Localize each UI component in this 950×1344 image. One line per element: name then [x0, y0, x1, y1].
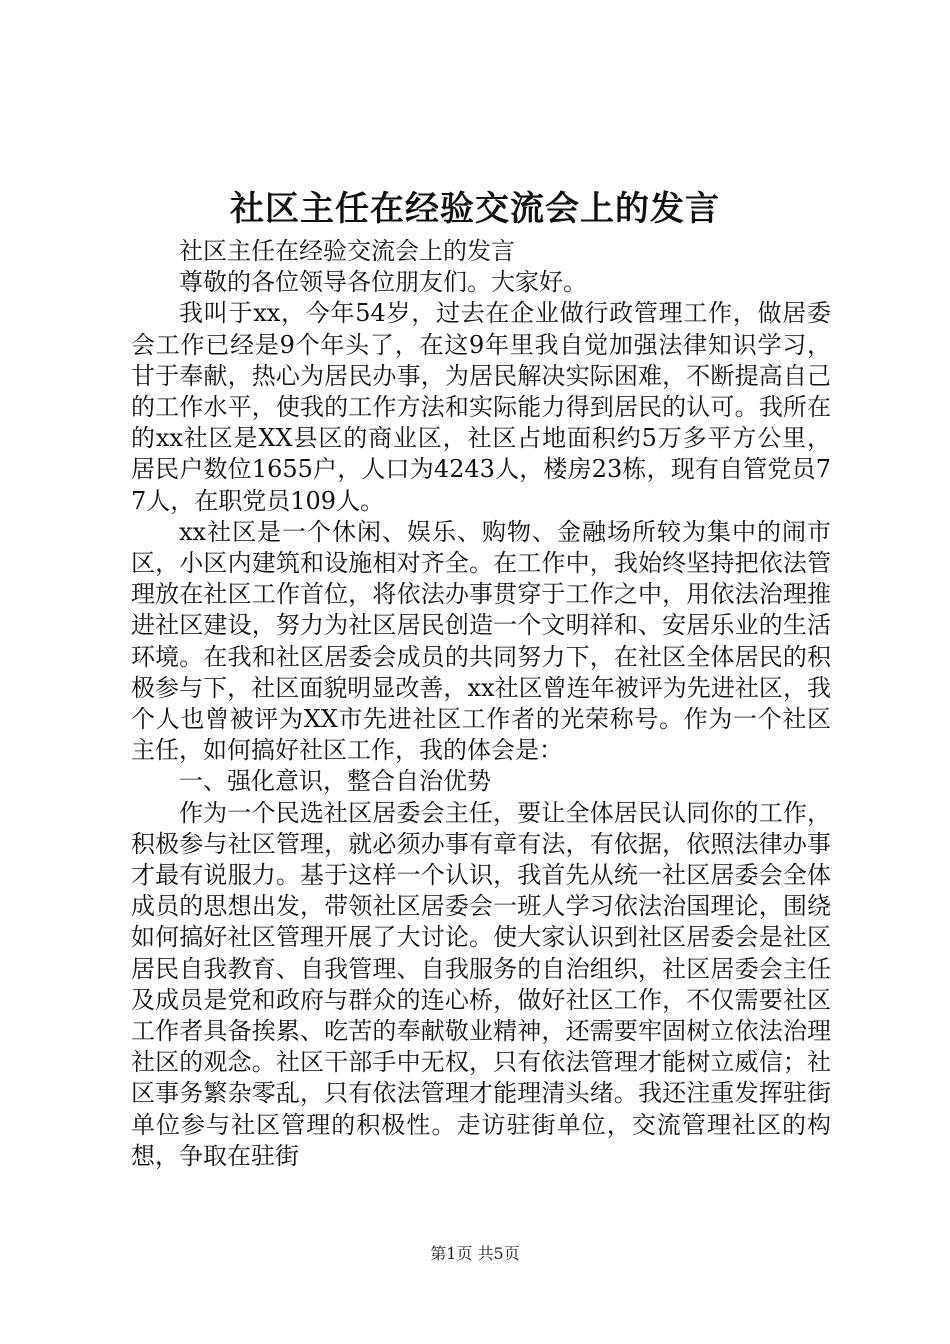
paragraph-section-1: 作为一个民选社区居委会主任，要让全体居民认同你的工作，积极参与社区管理，就必须办事有章有法，有依据，依照法律办事才最有说服力。基于这样一个认识，我首先从统一社区居委会全体成员的思想出发，带领社区居委会一班人学习依法治国理论，围绕如何搞好社区管理开展了大讨论。使大家认识到社区居委会是社区居民自我教育、自我管理、自我服务的自治组织，社区居委会主任及成员是党和政府与群众的连心桥，做好社区工作，不仅需要社区工作者具备挨累、吃苦的奉献敬业精神，还需要牢固树立依法治理社区的观念。社区干部手中无权，只有依法管理才能树立威信；社区事务繁杂零乱，只有依法管理才能理清头绪。我还注重发挥驻街单位参与社区管理的积极性。走访驻街单位，交流管理社区的构想，争取在驻街	[131, 798, 831, 1170]
paragraph-greeting: 尊敬的各位领导各位朋友们。大家好。	[179, 268, 587, 297]
page-number: 第1页 共5页	[430, 1244, 520, 1263]
document-title: 社区主任在经验交流会上的发言	[230, 189, 720, 229]
paragraph-introduction: 我叫于xx，今年54岁，过去在企业做行政管理工作，做居委会工作已经是9个年头了，在这9年里我自觉加强法律知识学习，甘于奉献，热心为居民办事，为居民解决实际困难，不断提高自己的工作水平，使我的工作方法和实际能力得到居民的认可。我所在的xx社区是XX县区的商业区，社区占地面积约5万多平方公里，居民户数位1655户，人口为4243人，楼房23栋，现有自管党员77人，在职党员109人。	[131, 299, 831, 515]
document-body	[131, 236, 831, 1172]
paragraph-subtitle: 社区主任在经验交流会上的发言	[179, 237, 515, 265]
section-heading-1: 一、强化意识，整合自治优势	[179, 767, 491, 796]
paragraph-community-overview: xx社区是一个休闲、娱乐、购物、金融场所较为集中的闹市区，小区内建筑和设施相对齐全。在工作中，我始终坚持把依法管理放在社区工作首位，将依法办事贯穿于工作之中，用依法治理推进社区建设，努力为社区居民创造一个文明祥和、安居乐业的生活环境。在我和社区居委会成员的共同努力下，在社区全体居民的积极参与下，社区面貌明显改善，xx社区曾连年被评为先进社区，我个人也曾被评为XX市先进社区工作者的光荣称号。作为一个社区主任，如何搞好社区工作，我的体会是：	[131, 517, 831, 765]
